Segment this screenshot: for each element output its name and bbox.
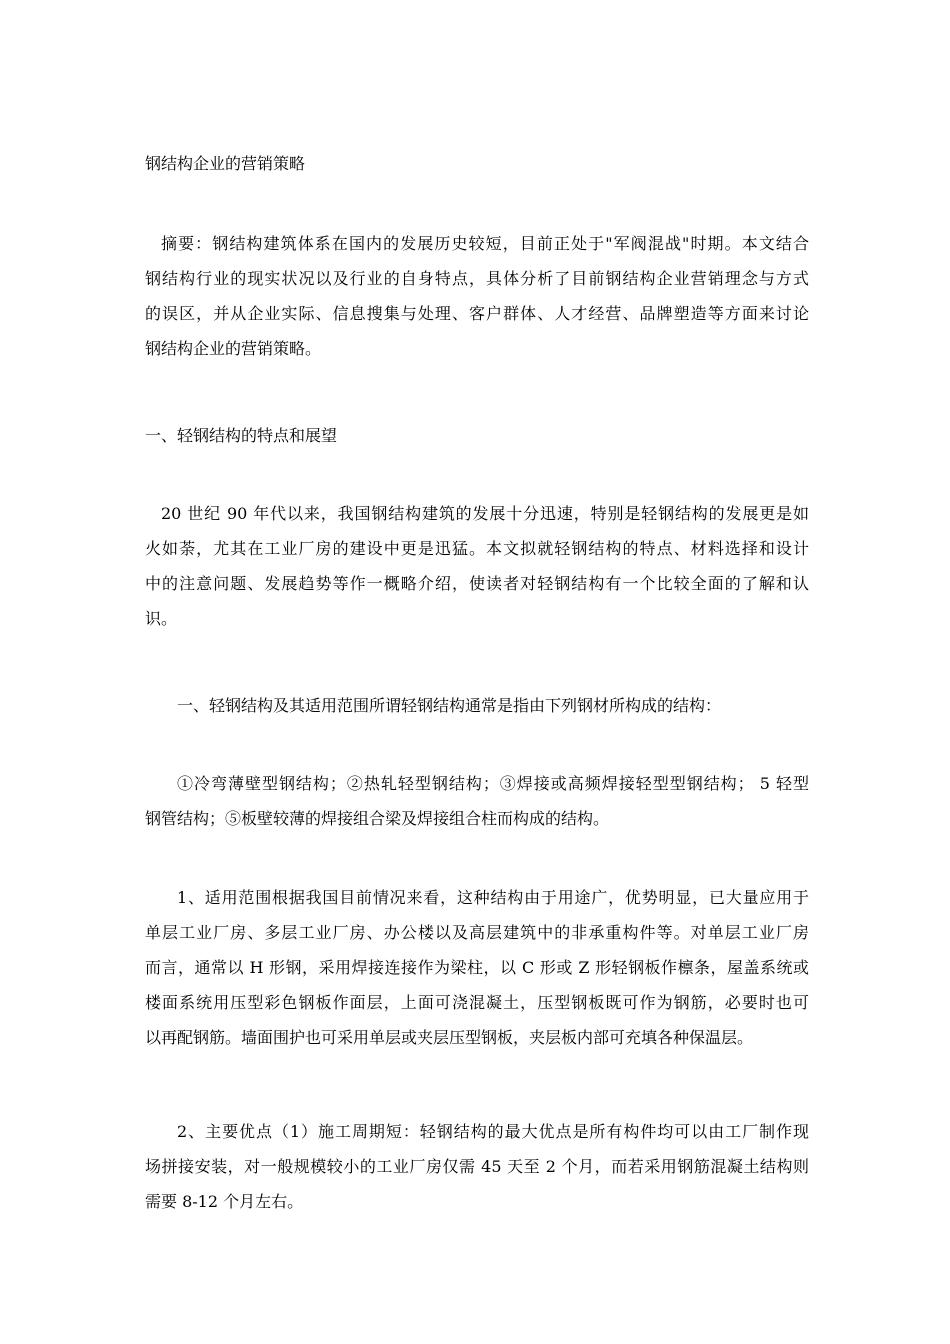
intro-line: 中的注意问题、发展趋势等作一概略介绍，使读者对轻钢结构有一个比较全面的了解和认 [145, 574, 809, 593]
document-title: 钢结构企业的营销策略 [145, 154, 306, 173]
document-title-block [145, 146, 809, 181]
abstract-line: 的误区，并从企业实际、信息搜集与处理、客户群体、人才经营、品牌塑造等方面来讨论 [145, 304, 809, 323]
intro-paragraph [145, 496, 809, 636]
advantages-line: 2、主要优点（1）施工周期短：轻钢结构的最大优点是所有构件均可以由工厂制作现 [177, 1122, 809, 1141]
types-line: 钢管结构；⑤板壁较薄的焊接组合梁及焊接组合柱而构成的结构。 [145, 809, 610, 828]
subheading: 一、轻钢结构及其适用范围所谓轻钢结构通常是指由下列钢材所构成的结构： [177, 696, 722, 715]
intro-line: 20 世纪 90 年代以来，我国钢结构建筑的发展十分迅速，特别是轻钢结构的发展更是如 [161, 504, 809, 523]
section-heading: 一、轻钢结构的特点和展望 [145, 426, 338, 445]
types-paragraph [145, 766, 809, 836]
abstract-line: 钢结构企业的营销策略。 [145, 339, 322, 358]
scope-line: 而言，通常以 H 形钢，采用焊接连接作为梁柱，以 C 形或 Z 形轻钢板作檩条，屋盖系统或 [145, 958, 809, 977]
subheading-block [145, 688, 809, 723]
scope-line: 以再配钢筋。墙面围护也可采用单层或夹层压型钢板，夹层板内部可充填各种保温层。 [145, 1028, 754, 1047]
abstract-line: 摘要：钢结构建筑体系在国内的发展历史较短，目前正处于"军阀混战"时期。本文结合 [161, 234, 809, 253]
scope-paragraph [145, 880, 809, 1055]
scope-line: 1、适用范围根据我国目前情况来看，这种结构由于用途广，优势明显，已大量应用于 [177, 888, 809, 907]
advantages-line: 需要 8-12 个月左右。 [145, 1192, 304, 1211]
abstract-paragraph [145, 226, 809, 366]
scope-line: 单层工业厂房、多层工业厂房、办公楼以及高层建筑中的非承重构件等。对单层工业厂房 [145, 923, 809, 942]
scope-line: 楼面系统用压型彩色钢板作面层，上面可浇混凝土，压型钢板既可作为钢筋，必要时也可 [145, 993, 809, 1012]
intro-line: 识。 [145, 609, 178, 628]
abstract-line: 钢结构行业的现实状况以及行业的自身特点，具体分析了目前钢结构企业营销理念与方式 [145, 269, 809, 288]
advantages-line: 场拼接安装，对一般规模较小的工业厂房仅需 45 天至 2 个月，而若采用钢筋混凝土结构则 [145, 1157, 809, 1176]
intro-line: 火如荼，尤其在工业厂房的建设中更是迅猛。本文拟就轻钢结构的特点、材料选择和设计 [145, 539, 809, 558]
advantages-paragraph [145, 1114, 809, 1219]
types-line: ①冷弯薄壁型钢结构；②热轧轻型钢结构；③焊接或高频焊接轻型型钢结构； 5 轻型 [177, 774, 809, 793]
section-heading-block [145, 418, 809, 453]
